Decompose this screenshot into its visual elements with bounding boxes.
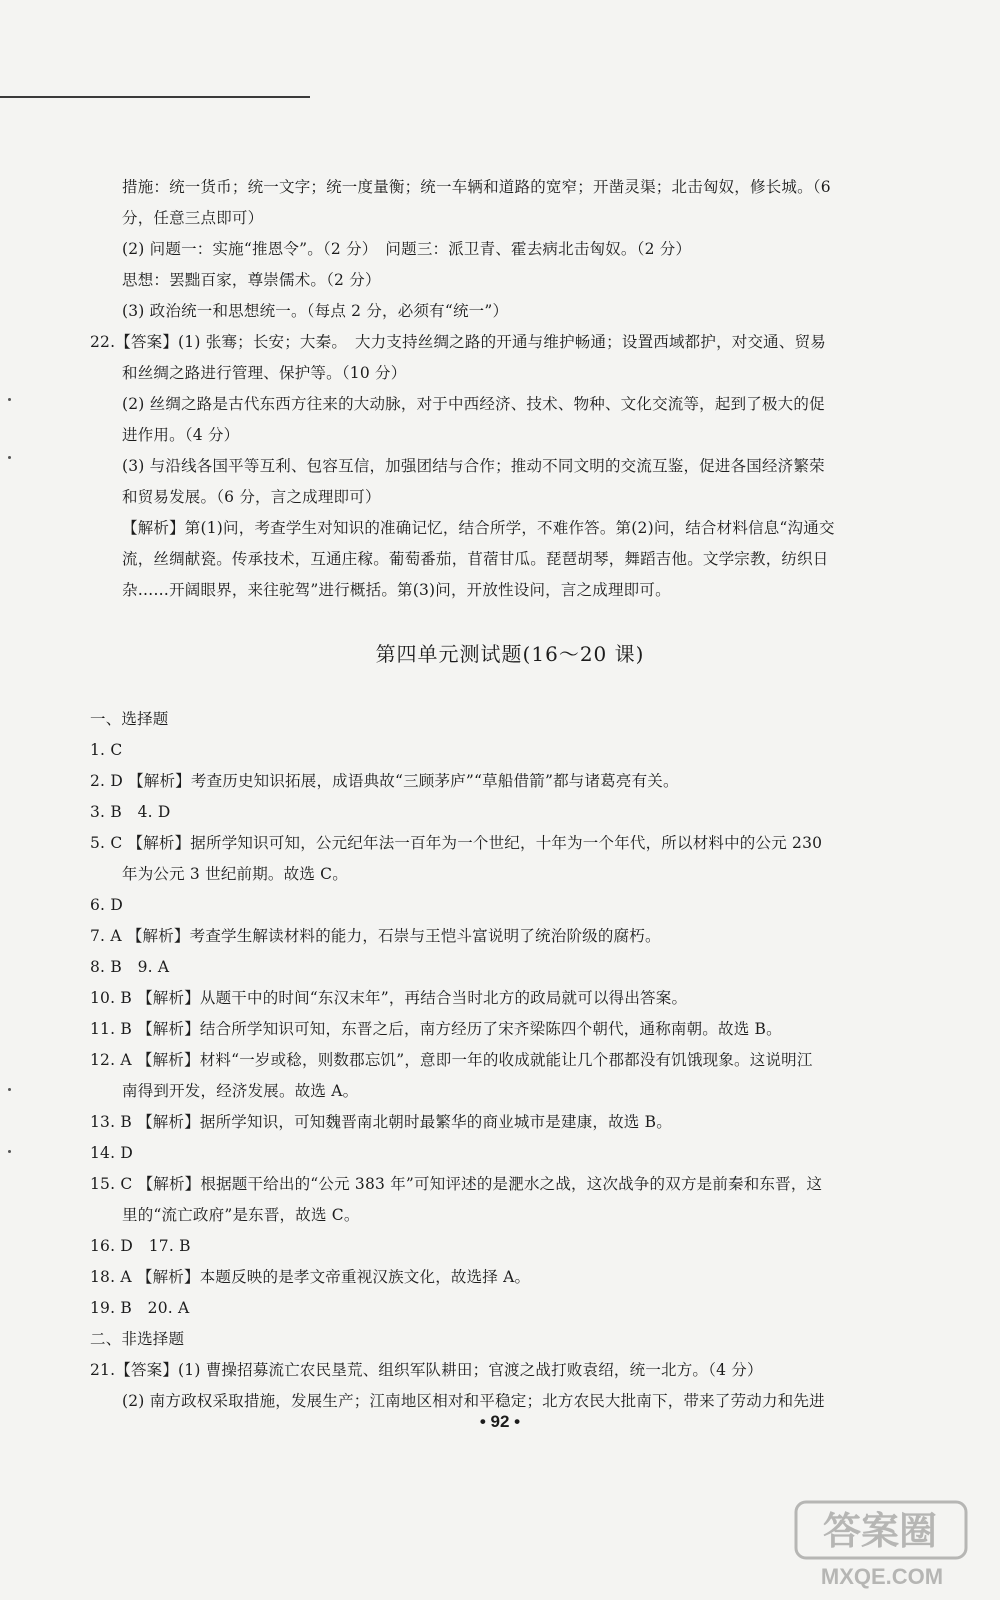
text-line: 15. C 【解析】根据题干给出的“公元 383 年”可知评述的是淝水之战，这次战争的双方是前秦和东晋，这 xyxy=(90,1175,823,1193)
text-line: (3) 与沿线各国平等互利、包容互信，加强团结与合作；推动不同文明的交流互鉴，促进各国经济繁荣 xyxy=(122,457,825,475)
text-line: 12. A 【解析】材料“一岁或稔，则数郡忘饥”，意即一年的收成就能让几个郡都没有饥饿现象。这说明江 xyxy=(90,1051,813,1069)
watermark-url: MXQE.COM xyxy=(820,1564,944,1589)
text-line: 10. B 【解析】从题干中的时间“东汉末年”，再结合当时北方的政局就可以得出答案。 xyxy=(90,989,688,1007)
text-line: 南得到开发，经济发展。故选 A。 xyxy=(122,1082,359,1100)
text-line: 8. B 9. A xyxy=(90,958,170,976)
text-line: 二、非选择题 xyxy=(90,1330,185,1348)
text-line: 措施：统一货币；统一文字；统一度量衡；统一车辆和道路的宽窄；开凿灵渠；北击匈奴，修长城。（6 xyxy=(122,178,831,196)
page-number: • 92 • xyxy=(479,1412,521,1431)
text-line: 6. D xyxy=(90,896,123,914)
text-line: 13. B 【解析】据所学知识，可知魏晋南北朝时最繁华的商业城市是建康，故选 B。 xyxy=(90,1113,672,1131)
text-line: 14. D xyxy=(90,1144,134,1162)
watermark xyxy=(792,1496,972,1592)
text-line: 2. D 【解析】考查历史知识拓展，成语典故“三顾茅庐”“草船借箭”都与诸葛亮有关。 xyxy=(90,772,679,790)
text-line: 杂……开阔眼界，来往驼驾”进行概括。第(3)问，开放性设问，言之成理即可。 xyxy=(122,581,671,599)
section-title: 第四单元测试题(16～20 课) xyxy=(375,642,645,666)
text-line: 7. A 【解析】考查学生解读材料的能力，石崇与王恺斗富说明了统治阶级的腐朽。 xyxy=(90,927,661,945)
text-line: 分，任意三点即可） xyxy=(122,209,264,227)
text-line: 思想：罢黜百家，尊崇儒术。（2 分） xyxy=(122,271,381,289)
answer-block-unit-four xyxy=(0,704,1000,1417)
text-line: (2) 南方政权采取措施，发展生产；江南地区相对和平稳定；北方农民大批南下，带来了劳动力和先进 xyxy=(122,1392,825,1410)
watermark-label: 答案圈 xyxy=(822,1509,938,1553)
text-line: 11. B 【解析】结合所学知识可知，东晋之后，南方经历了宋齐梁陈四个朝代，通称南朝。故选 B。 xyxy=(90,1020,782,1038)
text-line: 一、选择题 xyxy=(90,710,169,728)
text-line: 里的“流亡政府”是东晋，故选 C。 xyxy=(122,1206,360,1224)
text-line: 5. C 【解析】据所学知识可知，公元纪年法一百年为一个世纪，十年为一个年代，所以材料中的公元 230 xyxy=(90,834,823,852)
text-line: (3) 政治统一和思想统一。（每点 2 分，必须有“统一”） xyxy=(122,302,509,320)
text-line: 【解析】第(1)问，考查学生对知识的准确记忆，结合所学，不难作答。第(2)问，结合材料信息“沟通交 xyxy=(122,519,835,537)
text-line: 22.【答案】(1) 张骞；长安；大秦。 大力支持丝绸之路的开通与维护畅通；设置西域都护，对交通、贸易 xyxy=(90,333,826,351)
text-line: 1. C xyxy=(90,741,123,759)
text-line: 和丝绸之路进行管理、保护等。（10 分） xyxy=(122,364,407,382)
watermark-logo-icon xyxy=(792,1496,972,1592)
text-line: 19. B 20. A xyxy=(90,1299,190,1317)
text-line: 和贸易发展。（6 分，言之成理即可） xyxy=(122,488,381,506)
text-line: (2) 问题一：实施“推恩令”。（2 分） 问题三：派卫青、霍去病北击匈奴。（2 分） xyxy=(122,240,692,258)
page-content xyxy=(0,172,1000,1417)
top-rule xyxy=(0,96,310,98)
answer-block-previous xyxy=(0,172,1000,606)
text-line: 进作用。（4 分） xyxy=(122,426,240,444)
text-line: 21.【答案】(1) 曹操招募流亡农民垦荒、组织军队耕田；官渡之战打败袁绍，统一北方。（4 分） xyxy=(90,1361,763,1379)
text-line: (2) 丝绸之路是古代东西方往来的大动脉，对于中西经济、技术、物种、文化交流等，起到了极大的促 xyxy=(122,395,825,413)
text-line: 18. A 【解析】本题反映的是孝文帝重视汉族文化，故选择 A。 xyxy=(90,1268,531,1286)
text-line: 流，丝绸献瓷。传承技术，互通庄稼。葡萄番茄，苜蓿甘瓜。琵琶胡琴，舞蹈吉他。文学宗教，纺织日 xyxy=(122,550,829,568)
text-line: 年为公元 3 世纪前期。故选 C。 xyxy=(122,865,348,883)
text-line: 3. B 4. D xyxy=(90,803,171,821)
text-line: 16. D 17. B xyxy=(90,1237,191,1255)
